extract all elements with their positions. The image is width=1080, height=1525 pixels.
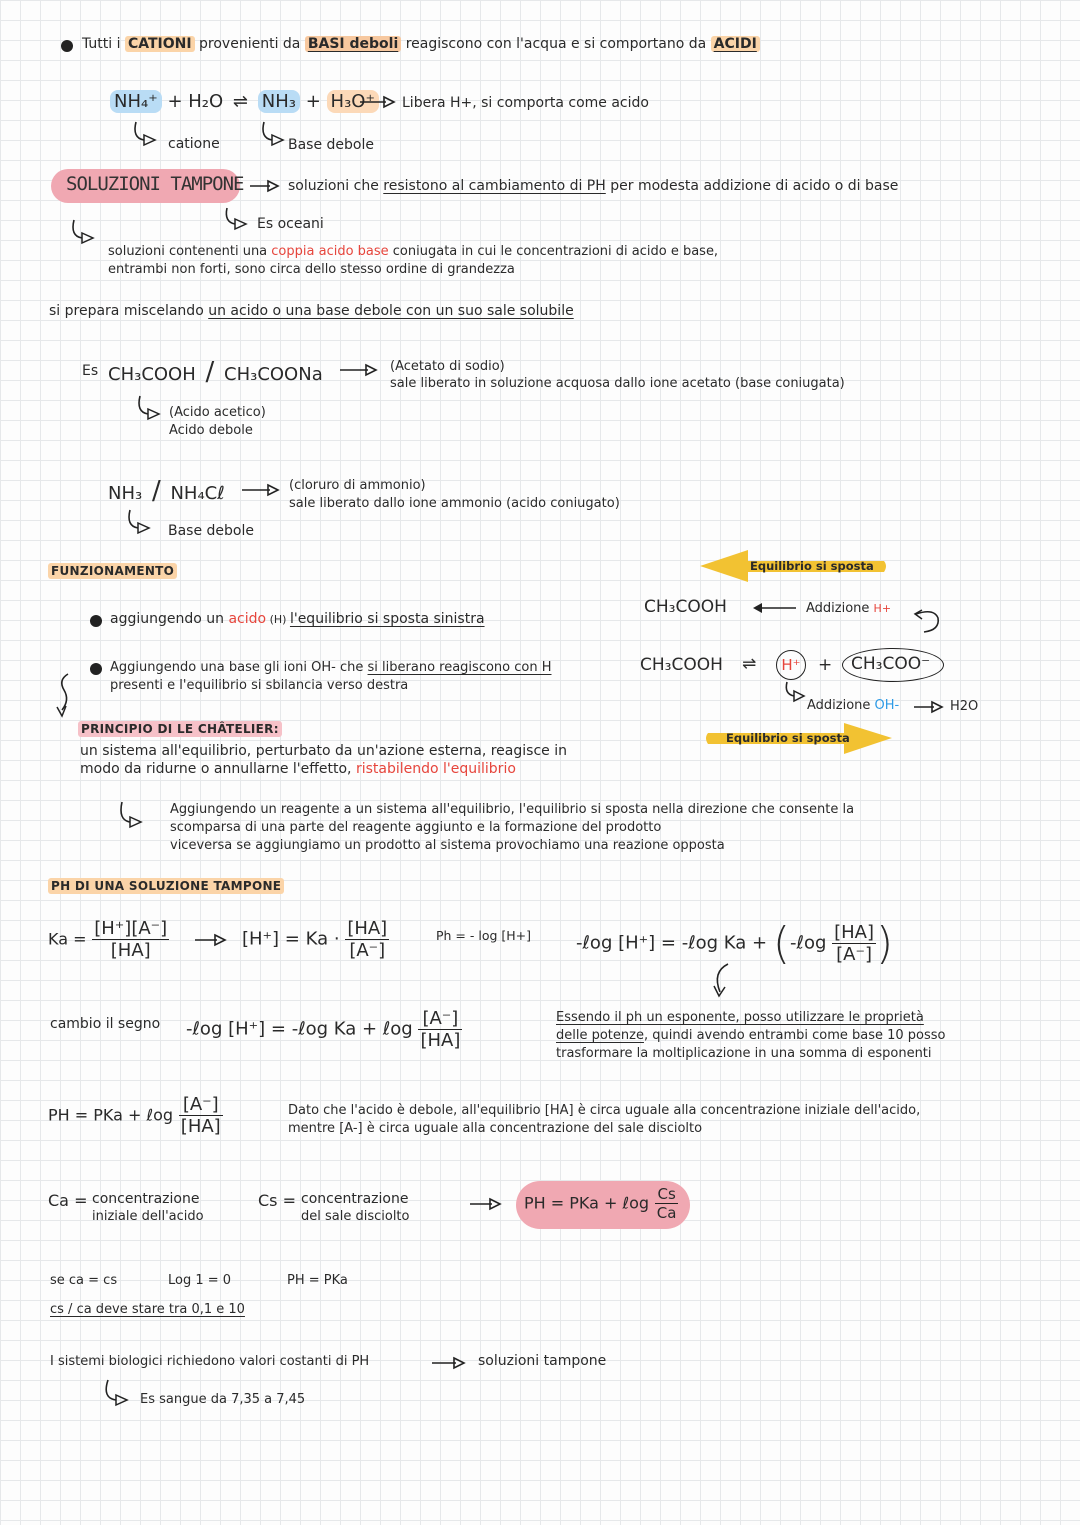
curved-arrow-icon (68, 218, 98, 244)
bullet-dot (61, 40, 73, 52)
ca-def-1: concentrazione (92, 1191, 200, 1207)
weak-acid-note-2: mentre [A-] è circa uguale alla concentrazione del sale disciolto (288, 1121, 703, 1136)
intro-line (82, 36, 760, 52)
nh3-formula: NH₃ (258, 90, 300, 113)
cation-label: catione (168, 136, 220, 152)
water-label: H2O (950, 699, 979, 714)
reaction-note: Libera H+, si comporta come acido (402, 95, 649, 111)
ka-formula (48, 918, 169, 961)
plus-sign: + (305, 91, 321, 112)
sodium-acetate-formula: CH₃COONa (224, 364, 323, 385)
tampone-desc-1 (108, 244, 718, 259)
plus-sign: + (818, 655, 833, 675)
log-inner: -ℓog (790, 932, 827, 954)
hh-numerator: [A⁻] (179, 1094, 223, 1116)
ph-equals-pka: PH = PKa (287, 1273, 348, 1288)
log-one-label: Log 1 = 0 (168, 1273, 232, 1288)
acidi-highlight: ACIDI (711, 36, 760, 52)
log-formula (576, 918, 893, 969)
hh-denominator: [HA] (180, 1116, 221, 1137)
expl2-ul: delle potenze (556, 1028, 644, 1043)
ammonia-formula: NH₃ (108, 483, 143, 504)
h-fraction (345, 918, 389, 961)
tampone-preparation (49, 303, 574, 319)
bullet-acid (110, 611, 485, 627)
b1-mid: (H) (266, 613, 290, 626)
curved-arrow-icon (706, 962, 732, 998)
h-plus-red: H+ (873, 602, 892, 615)
acetic-acid-formula: CH₃COOH (644, 597, 727, 617)
henderson-formula (48, 1094, 223, 1137)
if-equal-label: se ca = cs (50, 1273, 118, 1288)
bullet-dot (90, 663, 102, 675)
slash: / (205, 357, 215, 387)
def-underlined: resistono al cambiamento di PH (383, 178, 606, 194)
acid-name: (Acido acetico) (169, 405, 266, 420)
b1-red: acido (228, 611, 267, 627)
arrow-right-icon (340, 364, 378, 376)
hh-fraction (179, 1094, 223, 1137)
acetate-formula: CH₃COO⁻ (851, 654, 931, 674)
base-label: Base debole (288, 137, 374, 153)
curved-arrow-icon (782, 680, 810, 702)
arrow-left-icon (752, 602, 796, 614)
hh-lhs: PH = PKa + ℓog (48, 1105, 174, 1125)
tampone-definition (288, 178, 898, 194)
add-oh-label (807, 698, 899, 713)
cs-symbol: Cs = (258, 1191, 296, 1210)
arrow-right-icon (432, 1357, 466, 1369)
tampone-title: SOLUZIONI TAMPONE (66, 173, 244, 195)
add-h-label (806, 601, 891, 616)
ka-denominator: [HA] (110, 940, 151, 961)
nh4-formula: NH₄⁺ (110, 90, 162, 113)
h-lhs: [H⁺] = Ka · (242, 928, 340, 950)
desc-red: coppia acido base (271, 244, 389, 259)
example-oceans: Es oceani (257, 216, 324, 232)
chatelier-example-3: viceversa se aggiungiamo un prodotto al sistema provochiamo una reazione opposta (170, 838, 725, 853)
expl2-post: , quindi avendo entrambi come base 10 posso (643, 1028, 946, 1043)
intro-text: Tutti i (82, 36, 125, 52)
chatelier-text: modo da ridurne o annullarne l'effetto, (80, 761, 356, 777)
acetic-pair (108, 357, 323, 387)
oh-blue: OH- (874, 698, 900, 713)
ka-numerator: [H⁺][A⁻] (94, 918, 168, 939)
h-plus-text: H⁺ (781, 656, 801, 674)
change-sign-label: cambio il segno (50, 1016, 161, 1032)
salt-name: (Acetato di sodio) (390, 359, 505, 374)
salt-name: (cloruro di ammonio) (289, 478, 426, 493)
final-fraction (655, 1185, 679, 1222)
curved-arrow-icon (222, 206, 252, 230)
bullet-base-2: presenti e l'equilibrio si sbilancia verso destra (110, 678, 409, 693)
add-h-text: Addizione (806, 601, 874, 616)
weak-acid-note-1: Dato che l'acido è debole, all'equilibrio [HA] è circa uguale alla concentrazione iniziale dell'acido, (288, 1103, 921, 1118)
h-plus-circle (776, 650, 806, 680)
funzionamento-title: FUNZIONAMENTO (48, 563, 177, 579)
chatelier-example-2: scomparsa di una parte del reagente aggiunto e la formazione del prodotto (170, 820, 662, 835)
curved-arrow-icon (912, 608, 942, 636)
log2-fraction (418, 1008, 462, 1051)
h3o-formula: H₃O⁺ (327, 90, 379, 113)
curved-arrow-icon (124, 508, 154, 534)
ka-lhs: Ka = (48, 929, 87, 949)
curved-arrow-icon (258, 120, 288, 146)
h-numerator: [HA] (347, 918, 388, 939)
h-denominator: [A⁻] (349, 940, 386, 961)
paren-open: ( (772, 918, 791, 969)
ph-title: PH DI UNA SOLUZIONE TAMPONE (48, 878, 284, 894)
log2-numerator: [A⁻] (418, 1008, 462, 1030)
cationi-highlight: CATIONI (125, 36, 195, 52)
final-lhs: PH = PKa + ℓog (524, 1193, 650, 1213)
equilibrium-sign: ⇌ (232, 91, 249, 112)
log2-denominator: [HA] (420, 1030, 461, 1051)
log-fraction (832, 922, 876, 965)
explanation-2 (556, 1028, 946, 1043)
b1-underlined: l'equilibrio si sposta sinistra (289, 611, 485, 627)
salt-description: sale liberato dallo ione ammonio (acido coniugato) (289, 496, 620, 511)
chatelier-red: ristabilendo l'equilibrio (355, 761, 516, 777)
curved-arrow-icon (100, 1378, 132, 1406)
ammonium-chloride-formula: NH₄Cℓ (170, 483, 225, 504)
paren-close: ) (876, 918, 894, 969)
plus-water: + H₂O (167, 91, 224, 112)
reaction-ammonium (110, 91, 379, 112)
explanation-1 (556, 1010, 924, 1025)
log-numerator: [HA] (834, 922, 875, 943)
bio-result: soluzioni tampone (478, 1353, 607, 1369)
chatelier-example-1: Aggiungendo un reagente a un sistema all'equilibrio, l'equilibrio si sposta nella direzione che consente la (170, 802, 855, 817)
final-numerator: Cs (655, 1185, 679, 1204)
ka-fraction (92, 918, 169, 961)
arrow-right-icon (195, 934, 227, 946)
equilibrium-sign: ⇌ (742, 654, 757, 674)
arrow-right-icon (470, 1198, 502, 1210)
def-text-2: per modesta addizione di acido o di base (605, 178, 899, 194)
log2-lhs: -ℓog [H⁺] = -ℓog Ka + ℓog (186, 1018, 413, 1040)
base-description: Base debole (168, 523, 254, 539)
h-formula (242, 918, 389, 961)
ca-def-2: iniziale dell'acido (92, 1209, 204, 1224)
final-denominator: Ca (656, 1204, 677, 1222)
acetic-acid-formula: CH₃COOH (108, 364, 196, 385)
prep-text: si prepara miscelando (49, 303, 209, 319)
arrow-right-icon (242, 484, 280, 496)
desc-text: soluzioni contenenti una (108, 244, 272, 259)
chatelier-title: PRINCIPIO DI LE CHÂTELIER: (78, 721, 282, 737)
bullet-dot (90, 615, 102, 627)
log2-formula (186, 1008, 462, 1051)
ph-definition: Ph = - log [H+] (436, 928, 532, 943)
bracket-arrow-icon (56, 672, 78, 720)
b2-text: Aggiungendo una base gli ioni OH- che (110, 660, 368, 675)
es-label: Es (82, 363, 99, 379)
b2-underlined: si liberano reagiscono con H (367, 660, 552, 675)
slash: / (151, 476, 161, 506)
cs-def-1: concentrazione (301, 1191, 409, 1207)
curved-arrow-icon (134, 394, 164, 420)
log-lhs: -ℓog [H⁺] = -ℓog Ka + (576, 932, 768, 954)
bio-systems: I sistemi biologici richiedono valori costanti di PH (50, 1354, 370, 1369)
explanation-3: trasformare la moltiplicazione in una somma di esponenti (556, 1046, 932, 1061)
expl1: Essendo il ph un esponente, posso utilizzare le proprietà (556, 1010, 924, 1025)
blood-example: Es sangue da 7,35 a 7,45 (140, 1392, 306, 1407)
intro-text-2: provenienti da (194, 36, 305, 52)
curved-arrow-icon (116, 800, 146, 830)
tampone-desc-2: entrambi non forti, sono circa dello stesso ordine di grandezza (108, 262, 515, 277)
chatelier-line-2 (80, 761, 516, 777)
ca-symbol: Ca = (48, 1191, 88, 1210)
def-text: soluzioni che (288, 178, 384, 194)
intro-text-3: reagiscono con l'acqua e si comportano da (401, 36, 711, 52)
cs-def-2: del sale disciolto (301, 1209, 410, 1224)
shift-right-label: Equilibrio si sposta (726, 731, 850, 745)
desc-text-2: coniugata in cui le concentrazioni di acido e base, (388, 244, 719, 259)
curved-arrow-icon (130, 120, 160, 146)
ratio-range: cs / ca deve stare tra 0,1 e 10 (50, 1302, 245, 1317)
final-formula (524, 1185, 678, 1222)
salt-description: sale liberato in soluzione acquosa dallo ione acetato (base coniugata) (390, 376, 845, 391)
prep-underlined: un acido o una base debole con un suo sale solubile (208, 303, 574, 319)
arrow-right-icon (360, 96, 396, 108)
ammonia-pair (108, 476, 225, 506)
acid-description: Acido debole (169, 423, 253, 438)
bullet-base-1 (110, 660, 552, 675)
b1-text: aggiungendo un (110, 611, 229, 627)
arrow-right-icon (914, 701, 944, 713)
chatelier-line-1: un sistema all'equilibrio, perturbato da un'azione esterna, reagisce in (80, 743, 567, 759)
basi-deboli-highlight: BASI deboli (305, 36, 401, 52)
acetic-acid-formula: CH₃COOH (640, 655, 723, 675)
shift-left-label: Equilibrio si sposta (750, 559, 874, 573)
log-denominator: [A⁻] (836, 944, 872, 965)
add-oh-text: Addizione (807, 698, 875, 713)
arrow-right-icon (250, 180, 280, 192)
